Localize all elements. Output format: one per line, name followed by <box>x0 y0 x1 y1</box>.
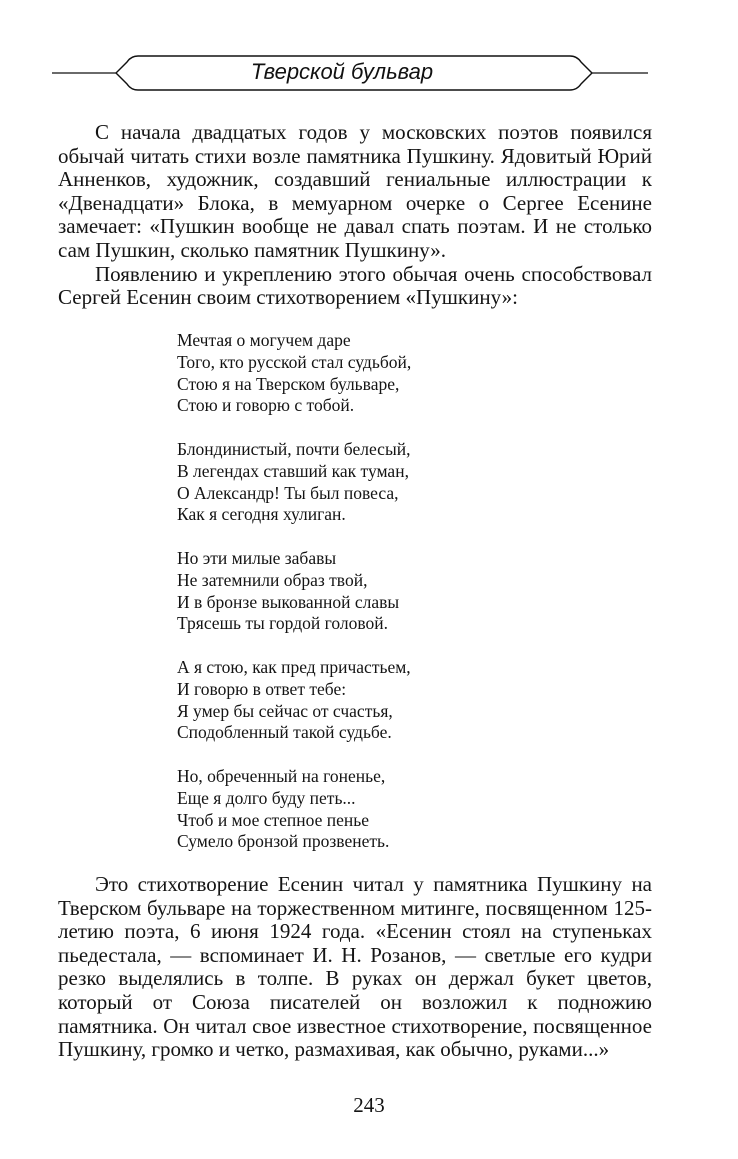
poem-line: Чтоб и мое степное пенье <box>177 809 370 830</box>
poem-line: О Александр! Ты был повеса, <box>177 482 399 503</box>
poem-line: Мечтая о могучем даре <box>177 330 351 350</box>
poem-line: Сумело бронзой прозвенеть. <box>177 831 390 852</box>
poem-line: Но эти милые забавы <box>177 547 337 568</box>
poem-line: Блондинистый, почти белесый, <box>177 438 411 459</box>
poem-line: Я умер бы сейчас от счастья, <box>177 700 393 721</box>
poem-stanza <box>177 657 607 744</box>
intro-text <box>58 121 652 310</box>
poem-line: Но, обреченный на гоненье, <box>177 765 386 786</box>
running-header <box>52 50 648 96</box>
poem-line: И в бронзе выкованной славы <box>177 591 400 612</box>
paragraph: Появлению и укреплению этого обычая очень способствовал Сергей Есенин своим стихотворением «Пушкину»: <box>58 261 652 310</box>
poem-line: Того, кто русской стал судьбой, <box>177 351 412 372</box>
poem-stanza <box>177 330 607 417</box>
closing-text <box>58 873 652 1062</box>
header-title: Тверской бульвар <box>250 59 434 84</box>
poem <box>177 330 607 875</box>
poem-line: Как я сегодня хулиган. <box>177 504 346 525</box>
paragraph: Это стихотворение Есенин читал у памятника Пушкину на Тверском бульваре на торжественном митинге, посвященном 125-летию поэта, 6 июня 1924 года. «Есенин стоял на ступеньках пьедестала, — вспоминает И. Н. Розанов, — светлые его кудри резко выделялись в толпе. В руках он держал букет цветов, который от Союза писателей он возложил к подножию памятника. Он читал свое известное стихотворение, посвященное Пушкину, громко и четко, размахивая, как обычно, руками...» <box>58 872 652 1062</box>
poem-stanza <box>177 548 607 635</box>
poem-stanza <box>177 766 607 853</box>
poem-line: Стою и говорю с тобой. <box>177 395 355 416</box>
paragraph: С начала двадцатых годов у московских поэтов появился обычай читать стихи возле памятника Пушкину. Ядовитый Юрий Анненков, художник, создавший гениальные иллюстрации к «Двенадцати» Блока, в мемуарном очерке о Сергее Есенине замечает: «Пушкин вообще не давал спать поэтам. И не столько сам Пушкин, сколько памятник Пушкину». <box>58 120 652 262</box>
poem-line: Стою я на Тверском бульваре, <box>177 373 400 394</box>
poem-line: А я стою, как пред причастьем, <box>177 656 411 677</box>
poem-line: Сподобленный такой судьбе. <box>177 722 392 743</box>
page-number: 243 <box>353 1093 385 1117</box>
poem-stanza <box>177 439 607 526</box>
poem-line: И говорю в ответ тебе: <box>177 678 347 699</box>
poem-line: В легендах ставший как туман, <box>177 460 409 481</box>
poem-line: Еще я долго буду петь... <box>177 787 356 808</box>
poem-line: Трясешь ты гордой головой. <box>177 613 388 634</box>
poem-line: Не затемнили образ твой, <box>177 569 368 590</box>
